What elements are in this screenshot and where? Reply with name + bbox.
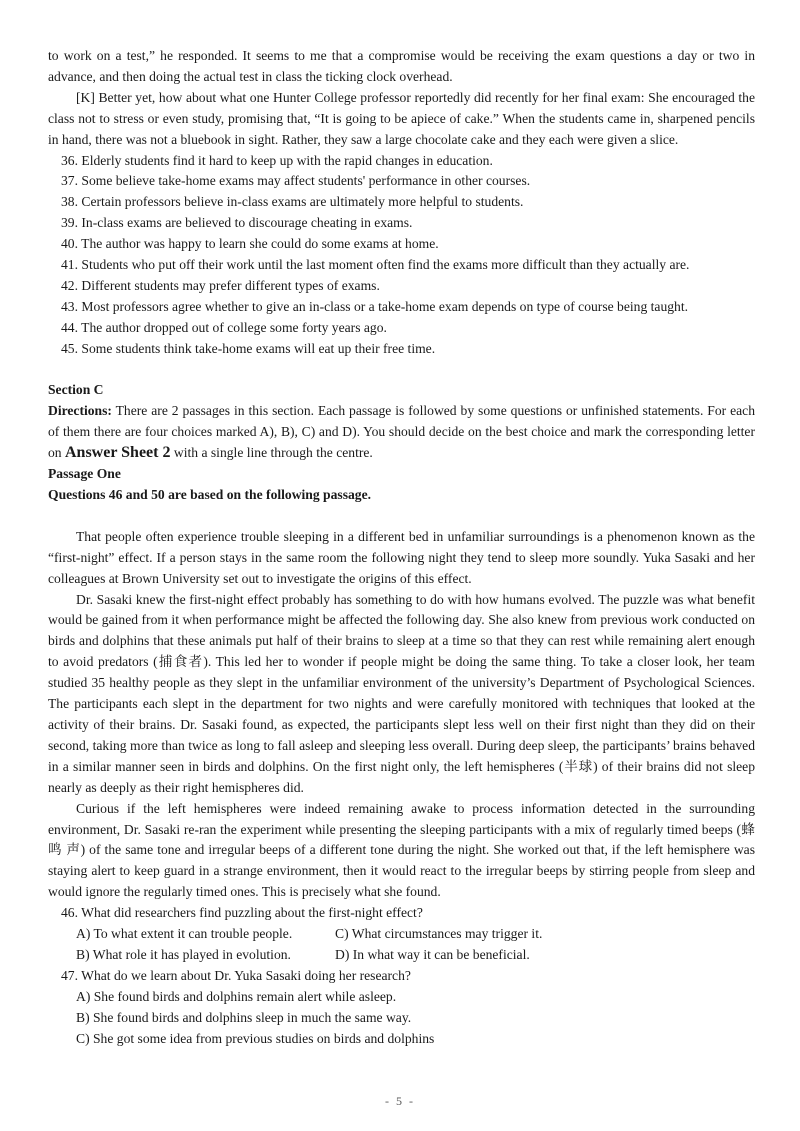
question-46-stem: 46. What did researchers find puzzling about the first-night effect? — [61, 905, 423, 921]
statement-41: 41. Students who put off their work until the last moment often find the exams more difficult than they actually are. — [61, 257, 690, 273]
directions-text: There are 2 passages in this section. Each passage is followed by some questions or unfinished statements. For each of them there are four choices marked A), B), C) and D). You should decide on the best choice and mark the corresponding letter on — [48, 403, 755, 461]
option-46-d: D) In what way it can be beneficial. — [335, 946, 530, 962]
page-number: - 5 - — [385, 1094, 415, 1108]
statement-list — [48, 151, 755, 360]
question-46 — [48, 903, 755, 966]
option-46-b: B) What role it has played in evolution. — [76, 946, 291, 962]
paragraph-k: [K] Better yet, how about what one Hunter College professor reportedly did recently for her final exam: She encouraged the class not to stress or even study, promising that, “It is going to be apiece of cake.” When the students came in, sharpened pencils in hand, there was not a bluebook in sight. Rather, they saw a large chocolate cake and they each were given a slice. — [48, 89, 755, 147]
passage-title: Passage One — [48, 466, 121, 482]
question-46-options-row-2 — [48, 945, 755, 966]
statement-38: 38. Certain professors believe in-class exams are ultimately more helpful to students. — [61, 194, 524, 210]
statement-39: 39. In-class exams are believed to discourage cheating in exams. — [61, 215, 413, 231]
statement-37: 37. Some believe take-home exams may affect students' performance in other courses. — [61, 173, 531, 189]
option-46-c: C) What circumstances may trigger it. — [335, 926, 543, 942]
question-47-stem: 47. What do we learn about Dr. Yuka Sasaki doing her research? — [61, 967, 411, 983]
directions-label: Directions: — [48, 403, 112, 419]
page-content — [48, 46, 755, 1049]
statement-42: 42. Different students may prefer different types of exams. — [61, 277, 380, 293]
question-47 — [48, 966, 755, 1050]
statement-40: 40. The author was happy to learn she could do some exams at home. — [61, 236, 439, 252]
answer-sheet-label: Answer Sheet 2 — [65, 444, 171, 462]
continued-line-2: advance, and then doing the actual test in class the ticking clock overhead. — [48, 68, 453, 84]
continued-line-1: to work on a test,” he responded. It seems to me that a compromise would be receiving the exam questions a day or two in — [48, 48, 755, 63]
section-c-title: Section C — [48, 382, 104, 398]
option-46-a: A) To what extent it can trouble people. — [76, 926, 293, 942]
statement-36: 36. Elderly students find it hard to keep up with the rapid changes in education. — [61, 152, 493, 168]
directions-end: with a single line through the centre. — [170, 445, 373, 461]
statement-44: 44. The author dropped out of college some forty years ago. — [61, 319, 387, 335]
passage-paragraph-1: That people often experience trouble sleeping in a different bed in unfamiliar surroundings is a phenomenon known as the “first-night” effect. If a person stays in the same room the following night they tend to sleep more soundly. Yuka Sasaki and her colleagues at Brown University set out to investigate the origins of this effect. — [48, 528, 755, 586]
passage-paragraph-2: Dr. Sasaki knew the first-night effect probably has something to do with how humans evolved. The puzzle was what benefit would be gained from it when performance might be affected the following day. She also knew from previous work conducted on birds and dolphins that these animals put half of their brains to sleep at a time so that they can rest while remaining alert enough to avoid predators (捕食者). This led her to wonder if people might be doing the same thing. To take a closer look, her team studied 35 healthy people as they slept in the unfamiliar environment of the university’s Department of Psychological Sciences. The participants each slept in the department for two nights and were carefully monitored with techniques that looked at the activity of their brains. Dr. Sasaki found, as expected, the participants slept less well on their first night than they did on their second, taking more than twice as long to fall asleep and sleeping less overall. During deep sleep, the participants’ brains behaved in a similar manner seen in birds and dolphins. On the first night only, the left hemispheres (半球) of their brains did not sleep nearly as deeply as their right hemispheres did. — [48, 591, 755, 795]
question-46-options-row-1 — [48, 924, 755, 945]
option-47-c: C) She got some idea from previous studies on birds and dolphins — [76, 1030, 435, 1046]
statement-45: 45. Some students think take-home exams will eat up their free time. — [61, 340, 436, 356]
statement-43: 43. Most professors agree whether to give an in-class or a take-home exam depends on type of course being taught. — [61, 298, 689, 314]
option-47-b: B) She found birds and dolphins sleep in much the same way. — [76, 1009, 412, 1025]
passage-intro: Questions 46 and 50 are based on the following passage. — [48, 487, 372, 503]
passage-paragraph-3: Curious if the left hemispheres were indeed remaining awake to process information detected in the surrounding environment, Dr. Sasaki re-ran the experiment while presenting the sleeping participants with a mix of regularly timed beeps (蜂 鸣 声) of the same tone and irregular beeps of a different tone during the night. She worked out that, if the left hemisphere was staying alert to keep guard in a strange environment, then it would react to the irregular beeps by stirring people from sleep and would ignore the regularly timed ones. This is precisely what she found. — [48, 800, 755, 900]
option-47-a: A) She found birds and dolphins remain alert while asleep. — [76, 988, 397, 1004]
directions — [48, 401, 755, 464]
